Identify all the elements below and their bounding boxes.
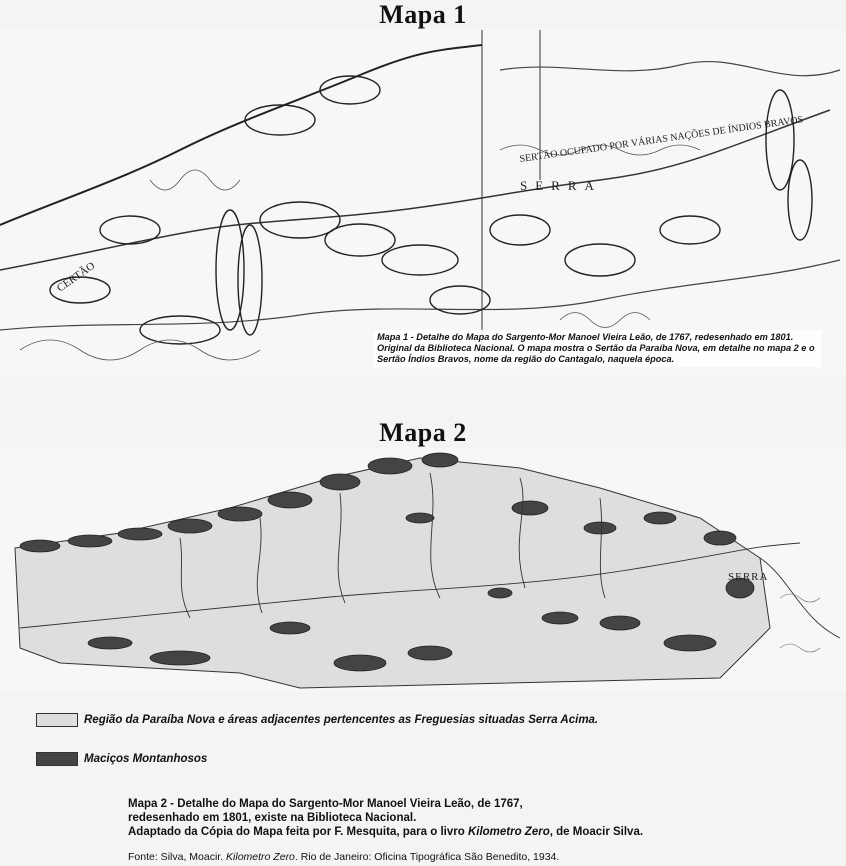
map2-caption — [128, 797, 828, 839]
map2-caption-line3 — [128, 825, 828, 839]
map2-image — [0, 448, 846, 693]
source-book: Kilometro Zero — [226, 851, 295, 863]
map2-title: Mapa 2 — [379, 418, 467, 447]
source-citation — [128, 851, 559, 863]
legend-mountains — [36, 752, 207, 766]
map2-caption-book: Kilometro Zero — [467, 826, 550, 838]
map1-label-sertao: SERTÃO OCUPADO POR VÁRIAS NAÇÕES DE ÍNDIOS BRAVOS — [518, 114, 804, 165]
map1-label-serra: SERRA — [520, 178, 602, 193]
legend-mountains-label: Maciços Montanhosos — [84, 753, 208, 765]
map2-caption-line3-suffix: , de Moacir Silva. — [549, 826, 644, 838]
legend-region-swatch — [36, 713, 78, 727]
map2-caption-line1: Mapa 2 - Detalhe do Mapa do Sargento-Mor Manoel Vieira Leão, de 1767, — [128, 798, 523, 810]
source-suffix: . Rio de Janeiro: Oficina Tipográfica São Benedito, 1934. — [294, 851, 560, 863]
map2-caption-line2: redesenhado em 1801, existe na Biblioteca Nacional. — [128, 812, 417, 824]
source-prefix: Fonte: Silva, Moacir. — [128, 851, 227, 863]
map1-caption: Mapa 1 - Detalhe do Mapa do Sargento-Mor Manoel Vieira Leão, de 1767, redesenhado em 1801. Original da Biblioteca Nacional. O mapa mostra o Sertão da Paraíba Nova, em detalhe no mapa 2 e o Sertão Índios Bravos, nome da região do Cantagalo, naquela época. — [373, 330, 821, 367]
map1-image — [0, 30, 846, 375]
map1-title: Mapa 1 — [379, 0, 467, 29]
map2-caption-line3-prefix: Adaptado da Cópia do Mapa feita por F. Mesquita, para o livro — [128, 826, 468, 838]
map1-label-certao: CERTÃO — [54, 259, 98, 295]
legend-mountains-swatch — [36, 752, 78, 766]
legend-region-label: Região da Paraíba Nova e áreas adjacentes pertencentes as Freguesias situadas Serra Acima. — [84, 714, 599, 726]
legend-region — [36, 713, 598, 727]
map2-label-serra: SERRA — [728, 571, 769, 583]
